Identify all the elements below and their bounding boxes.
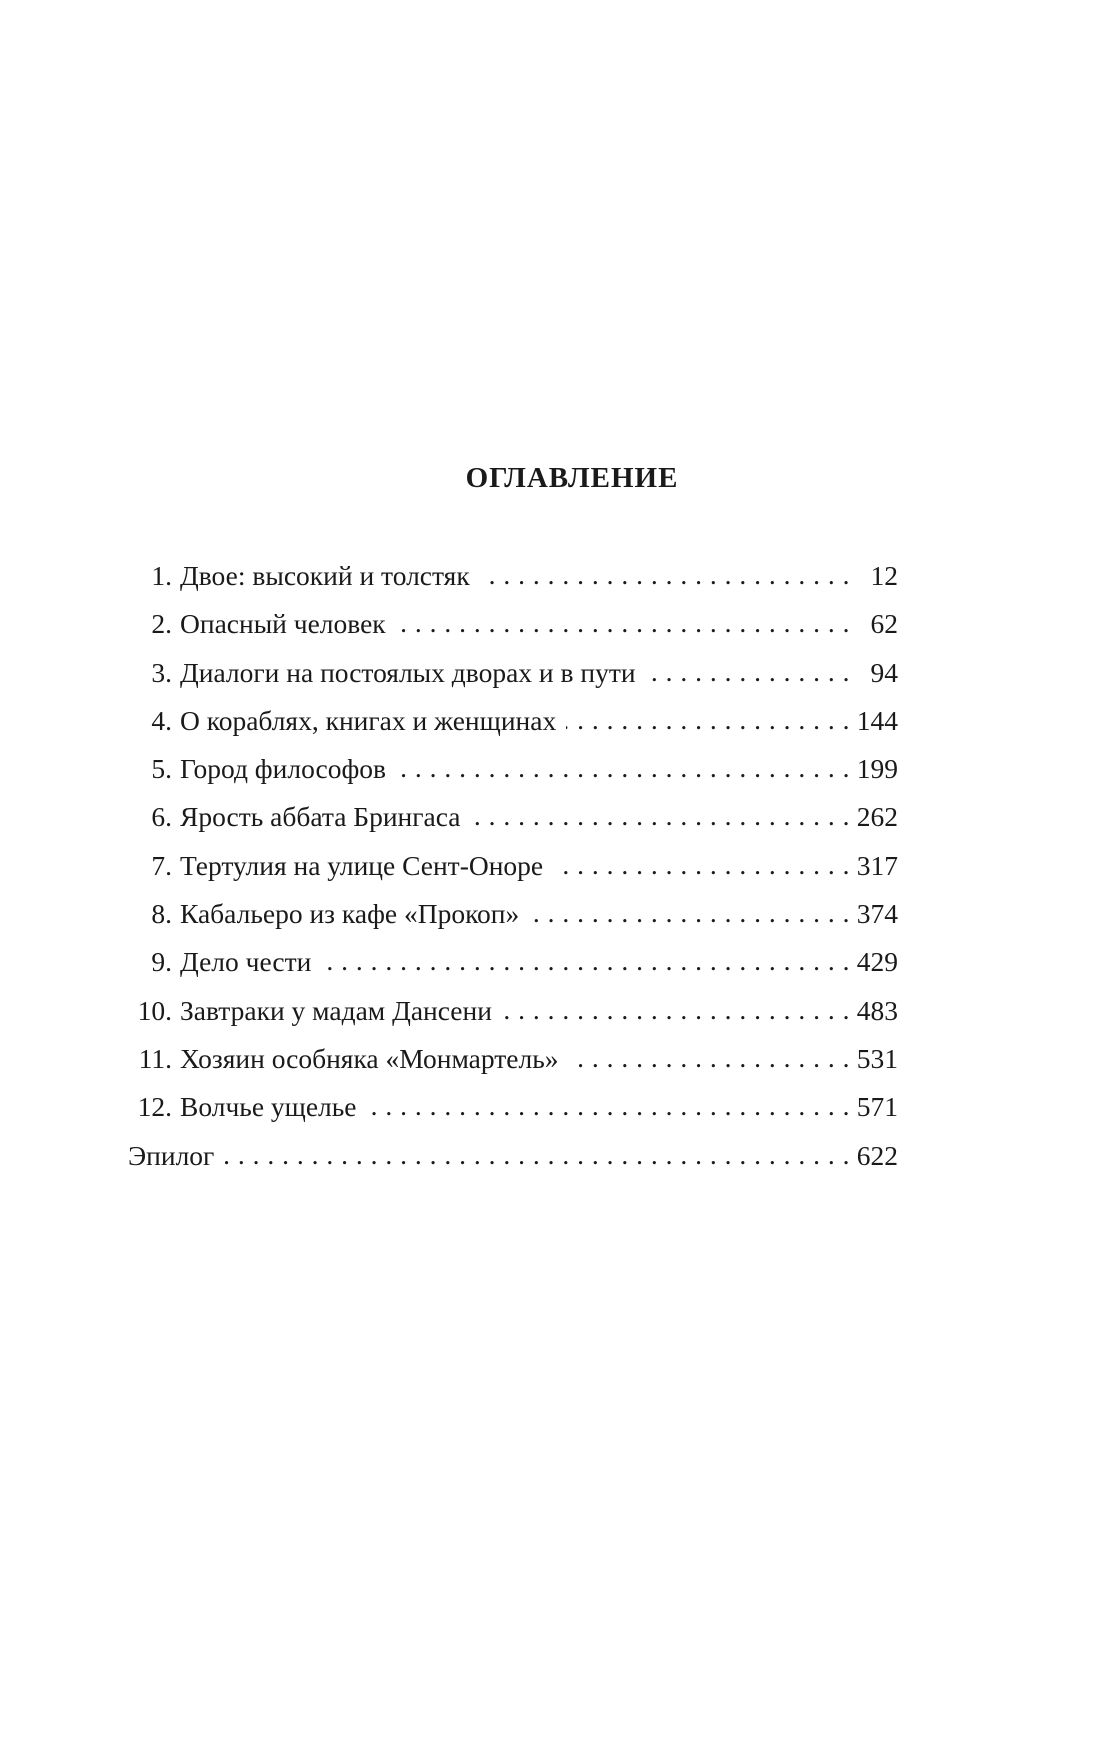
toc-entry-number: 10. (137, 994, 172, 1026)
toc-entry-label: Ярость аббата Брингаса (180, 801, 461, 833)
toc-entry-page: 622 (856, 1139, 898, 1171)
toc-entry-label: Дело чести (180, 946, 312, 978)
dot-leader (502, 1000, 850, 1020)
toc-entry-number: 8. (151, 898, 172, 930)
dot-leader (566, 710, 850, 730)
toc-entry-number: 6. (151, 801, 172, 833)
toc-entry-label: Завтраки у мадам Дансени (180, 994, 492, 1026)
toc-entry-12 (128, 1089, 898, 1137)
toc-entry-page: 94 (870, 656, 898, 688)
toc-entry-label: Двое: высокий и толстяк (180, 560, 470, 591)
toc-entry-page: 62 (870, 608, 898, 640)
toc-entry-5 (128, 751, 898, 799)
dot-leader (367, 1096, 850, 1116)
toc-entry-number: 4. (151, 704, 172, 736)
toc-entry-number: 5. (151, 753, 172, 785)
toc-entry-6 (128, 799, 898, 847)
toc-entry-label: Эпилог (128, 1139, 215, 1171)
toc-entry-label: Хозяин особняка «Монмартель» (180, 1042, 559, 1074)
toc-entry-page: 317 (856, 849, 898, 881)
toc-entry-1 (128, 558, 898, 606)
dot-leader (396, 758, 850, 778)
toc-entry-number: 2. (151, 608, 172, 640)
toc-entry-number: 9. (151, 946, 172, 978)
toc-entry-11 (128, 1041, 898, 1089)
toc-entry-page: 374 (856, 898, 898, 930)
toc-entry-label: Тертулия на улице Сент-Оноре (180, 849, 544, 881)
toc-entry-3 (128, 655, 898, 703)
toc-entry-page: 144 (856, 704, 898, 736)
dot-leader (396, 613, 850, 633)
dot-leader (569, 1048, 850, 1068)
dot-leader (529, 903, 850, 923)
toc-entry-page: 571 (856, 1091, 898, 1123)
toc-entry-number: 11. (138, 1042, 172, 1074)
toc-entry-label: Город философов (180, 753, 387, 785)
table-of-contents (128, 558, 898, 1186)
toc-entry-page: 531 (856, 1042, 898, 1074)
toc-entry-4 (128, 703, 898, 751)
toc-entry-page: 262 (856, 801, 898, 833)
toc-entry-9 (128, 944, 898, 992)
toc-entry-label: Опасный человек (180, 608, 386, 640)
dot-leader (553, 855, 850, 875)
toc-entry-label: Волчье ущелье (180, 1091, 357, 1123)
toc-entry-number: 12. (137, 1091, 172, 1123)
toc-entry-label: Диалоги на постоялых дворах и в пути (180, 656, 636, 688)
toc-entry-page: 12 (870, 560, 898, 591)
toc-entry-page: 199 (856, 753, 898, 785)
dot-leader (321, 951, 850, 971)
dot-leader (224, 1145, 850, 1165)
toc-entry-8 (128, 896, 898, 944)
toc-entry-7 (128, 848, 898, 896)
toc-entry-number: 3. (151, 656, 172, 688)
toc-entry-10 (128, 993, 898, 1041)
dot-leader (480, 565, 850, 585)
dot-leader (646, 662, 850, 682)
toc-entry-label: О кораблях, книгах и женщинах (180, 704, 557, 736)
toc-entry-page: 429 (856, 946, 898, 978)
toc-entry-epilogue (128, 1138, 898, 1186)
toc-entry-label: Кабальеро из кафе «Прокоп» (180, 898, 520, 930)
toc-entry-page: 483 (856, 994, 898, 1026)
dot-leader (471, 806, 851, 826)
toc-entry-number: 1. (151, 560, 172, 591)
toc-title: ОГЛАВЛЕНИЕ (465, 462, 679, 494)
toc-entry-number: 7. (151, 849, 172, 881)
toc-entry-2 (128, 606, 898, 654)
